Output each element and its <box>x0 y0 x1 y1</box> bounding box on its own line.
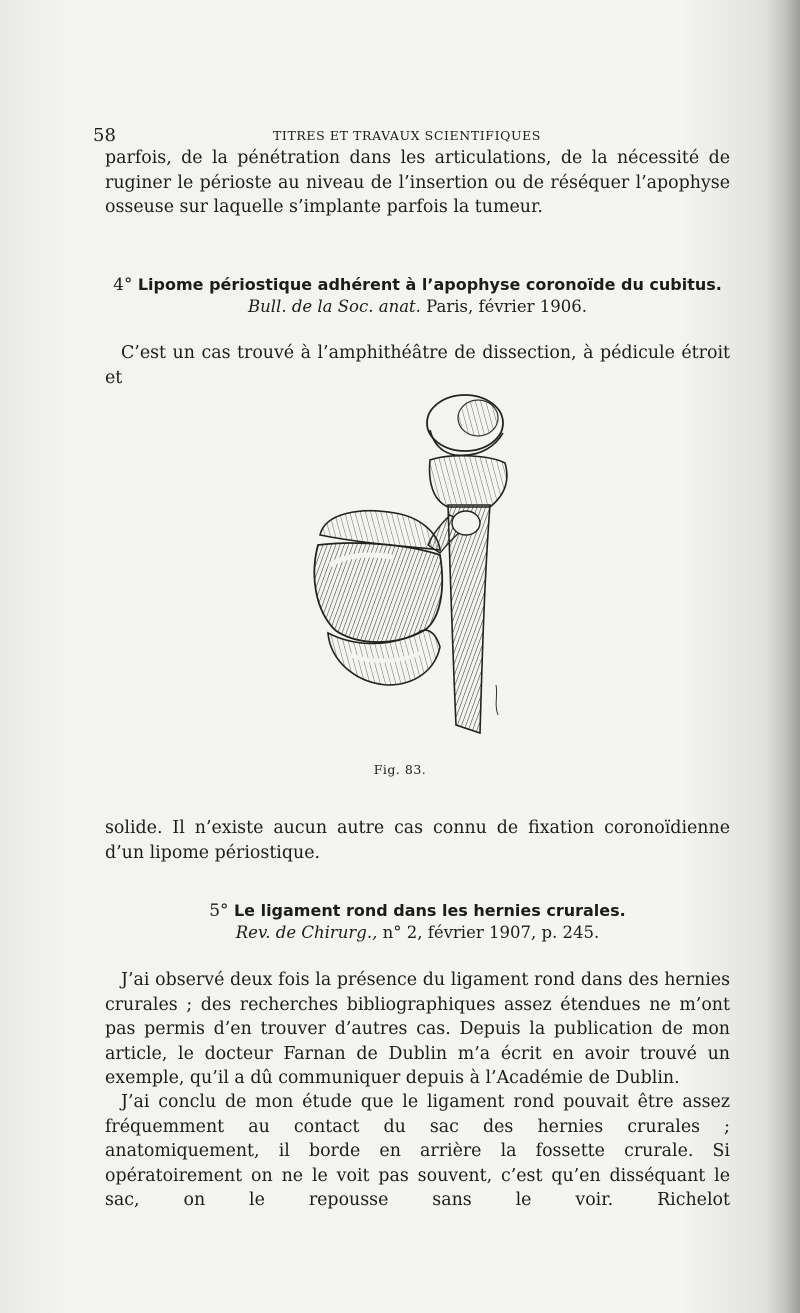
figure-83 <box>300 385 540 755</box>
section-5-title: Le ligament rond dans les hernies crurales. <box>233 901 626 920</box>
paragraph-conclusion-case: solide. Il n’existe aucun autre cas connu de fixation coronoïdienne d’un lipome périostique. <box>105 818 730 863</box>
section-5-journal: Rev. de Chirurg., <box>235 923 378 942</box>
section-4-ref-detail: Paris, février 1906. <box>426 297 587 316</box>
section-5-heading <box>105 901 730 942</box>
bone-lipoma-illustration <box>300 385 540 755</box>
section-5-reference <box>105 923 730 942</box>
section-4-reference <box>105 297 730 316</box>
paragraph-continuation: parfois, de la pénétration dans les articulations, de la nécessité de ruginer le périoste au niveau de l’insertion ou de réséquer l’apophyse osseuse sur laquelle s’implante parfois la tumeur. <box>105 148 730 217</box>
page-gutter-shadow <box>766 0 800 1313</box>
section-5-ref-detail: n° 2, février 1907, p. 245. <box>382 923 600 942</box>
section-5-number: 5° <box>209 901 229 921</box>
section-4-journal: Bull. de la Soc. anat. <box>248 297 421 316</box>
paragraph-observations: J’ai observé deux fois la présence du ligament rond dans des hernies crurales ; des recherches bibliographiques assez étendues ne m’ont pas permis d’en trouver d’autres cas. Depuis la publication de mon article, le docteur Farnan de Dublin m’a écrit en avoir trouvé un exemple, qu’il a dû communiquer depuis à l’Académie de Dublin. <box>105 970 730 1088</box>
paragraph-findings: J’ai conclu de mon étude que le ligament rond pouvait être assez fréquemment au contact du sac des hernies crurales ; anatomiquement, il borde en arrière la fossette crurale. Si opératoirement on ne le voit pas souvent, c’est qu’en disséquant le sac, on le repousse sans le voir. Richelot <box>105 1092 730 1210</box>
figure-caption: Fig. 83. <box>373 762 427 777</box>
section-4-title: Lipome périostique adhérent à l’apophyse coronoïde du cubitus. <box>137 275 722 294</box>
section-4-heading <box>105 275 730 316</box>
page-number: 58 <box>93 125 116 146</box>
section-4-number: 4° <box>113 275 133 295</box>
paragraph-case-description: C’est un cas trouvé à l’amphithéâtre de dissection, à pédicule étroit et <box>105 343 730 388</box>
running-title: TITRES ET TRAVAUX SCIENTIFIQUES <box>273 128 541 143</box>
